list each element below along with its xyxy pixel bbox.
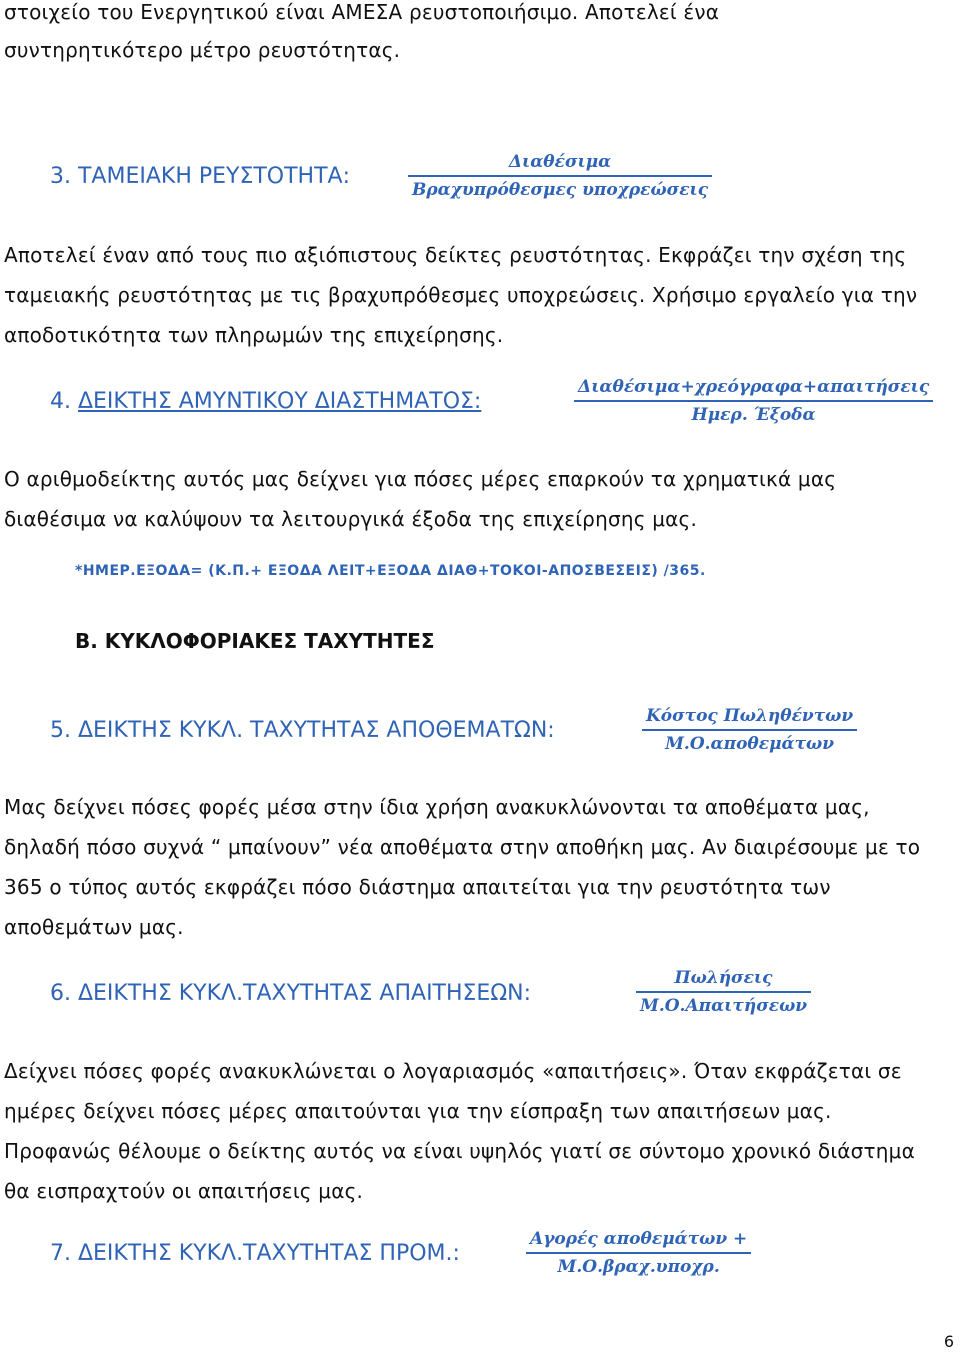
text-line: συντηρητικότερο μέτρο ρευστότητας. — [4, 38, 401, 62]
heading-number: 4. — [50, 389, 78, 414]
formula-numerator: Αγορές αποθεμάτων + — [530, 1229, 748, 1249]
text-line: Αποτελεί έναν από τους πιο αξιόπιστους δείκτες ρευστότητας. Εκφράζει την σχέση της — [4, 243, 907, 267]
text-line: Μας δείχνει πόσες φορές μέσα στην ίδια χρήση ανακυκλώνονται τα αποθέματα μας, — [4, 795, 870, 819]
heading-text: ΔΕΙΚΤΗΣ ΚΥΚΛ.ΤΑΧΥΤΗΤΑΣ ΠΡΟΜ.: — [77, 1241, 460, 1266]
formula-denominator: Μ.Ο.Απαιτήσεων — [640, 996, 808, 1016]
formula-receivables-turnover — [636, 968, 811, 1016]
formula-inventory-turnover — [642, 706, 857, 754]
text-line: διαθέσιμα να καλύψουν τα λειτουργικά έξοδα της επιχείρησης μας. — [4, 507, 698, 531]
text-line: Ο αριθμοδείκτης αυτός μας δείχνει για πόσες μέρες επαρκούν τα χρηματικά μας — [4, 467, 837, 491]
formula-denominator: Μ.Ο.βραχ.υποχρ. — [557, 1257, 720, 1277]
heading-number: 5. — [50, 718, 78, 743]
formula-numerator: Πωλήσεις — [674, 968, 773, 988]
formula-denominator: Ημερ. Έξοδα — [691, 405, 816, 425]
heading-payables-turnover — [50, 1241, 460, 1266]
text-line: στοιχείο του Ενεργητικού είναι ΑΜΕΣΑ ρευστοποιήσιμο. Αποτελεί ένα — [4, 0, 720, 24]
formula-numerator: Κόστος Πωληθέντων — [646, 706, 854, 726]
text-line: Δείχνει πόσες φορές ανακυκλώνεται ο λογαριασμός «απαιτήσεις». Όταν εκφράζεται σε — [4, 1059, 902, 1083]
heading-number: 7. — [50, 1241, 78, 1266]
fraction-bar — [526, 1252, 751, 1254]
text-line: ταμειακής ρευστότητας με τις βραχυπρόθεσμες υποχρεώσεις. Χρήσιμο εργαλείο για την — [4, 283, 918, 307]
fraction-bar — [636, 991, 811, 993]
text-line: δηλαδή πόσο συχνά “ μπαίνουν” νέα αποθέματα στην αποθήκη μας. Αν διαιρέσουμε με το — [4, 835, 921, 859]
heading-text: ΔΕΙΚΤΗΣ ΚΥΚΛ.ΤΑΧΥΤΗΤΑΣ ΑΠΑΙΤΗΣΕΩΝ: — [77, 981, 532, 1006]
text-line: ημέρες δείχνει πόσες μέρες απαιτούνται για την είσπραξη των απαιτήσεων μας. — [4, 1099, 832, 1123]
heading-receivables-turnover — [50, 981, 531, 1006]
fraction-bar — [574, 400, 933, 402]
section-heading-b: Β. ΚΥΚΛΟΦΟΡΙΑΚΕΣ ΤΑΧΥΤΗΤΕΣ — [75, 629, 435, 653]
formula-denominator: Μ.Ο.αποθεμάτων — [665, 734, 835, 754]
text-line: αποθεμάτων μας. — [4, 915, 184, 939]
formula-numerator: Διαθέσιμα — [508, 152, 612, 172]
heading-text: ΔΕΙΚΤΗΣ ΑΜΥΝΤΙΚΟΥ ΔΙΑΣΤΗΜΑΤΟΣ: — [77, 389, 482, 414]
heading-inventory-turnover — [50, 718, 555, 743]
heading-defensive-interval — [50, 389, 481, 414]
formula-payables-turnover — [526, 1229, 751, 1277]
text-line: Προφανώς θέλουμε ο δείκτης αυτός να είναι υψηλός γιατί σε σύντομο χρονικό διάστημα — [4, 1139, 915, 1163]
heading-cash-liquidity: 3. ΤΑΜΕΙΑΚΗ ΡΕΥΣΤΟΤΗΤΑ: — [50, 164, 350, 189]
formula-cash-liquidity — [408, 152, 712, 200]
daily-expenses-note: *ΗΜΕΡ.ΕΞΟΔΑ= (Κ.Π.+ ΕΞΟΔΑ ΛΕΙΤ+ΕΞΟΔΑ ΔΙΑΘ+ΤΟΚΟΙ-ΑΠΟΣΒΕΣΕΙΣ) /365. — [75, 563, 706, 579]
fraction-bar — [408, 175, 712, 177]
text-line: θα εισπραχτούν οι απαιτήσεις μας. — [4, 1179, 364, 1203]
text-line: αποδοτικότητα των πληρωμών της επιχείρησης. — [4, 323, 504, 347]
text-line: 365 ο τύπος αυτός εκφράζει πόσο διάστημα απαιτείται για την ρευστότητα των — [4, 875, 831, 899]
formula-denominator: Βραχυπρόθεσμες υποχρεώσεις — [412, 180, 709, 200]
fraction-bar — [642, 729, 857, 731]
page-number: 6 — [943, 1332, 954, 1351]
formula-defensive-interval — [574, 377, 933, 425]
formula-numerator: Διαθέσιμα+χρεόγραφα+απαιτήσεις — [578, 377, 930, 397]
heading-number: 6. — [50, 981, 78, 1006]
heading-text: ΔΕΙΚΤΗΣ ΚΥΚΛ. ΤΑΧΥΤΗΤΑΣ ΑΠΟΘΕΜΑΤΩΝ: — [77, 718, 555, 743]
